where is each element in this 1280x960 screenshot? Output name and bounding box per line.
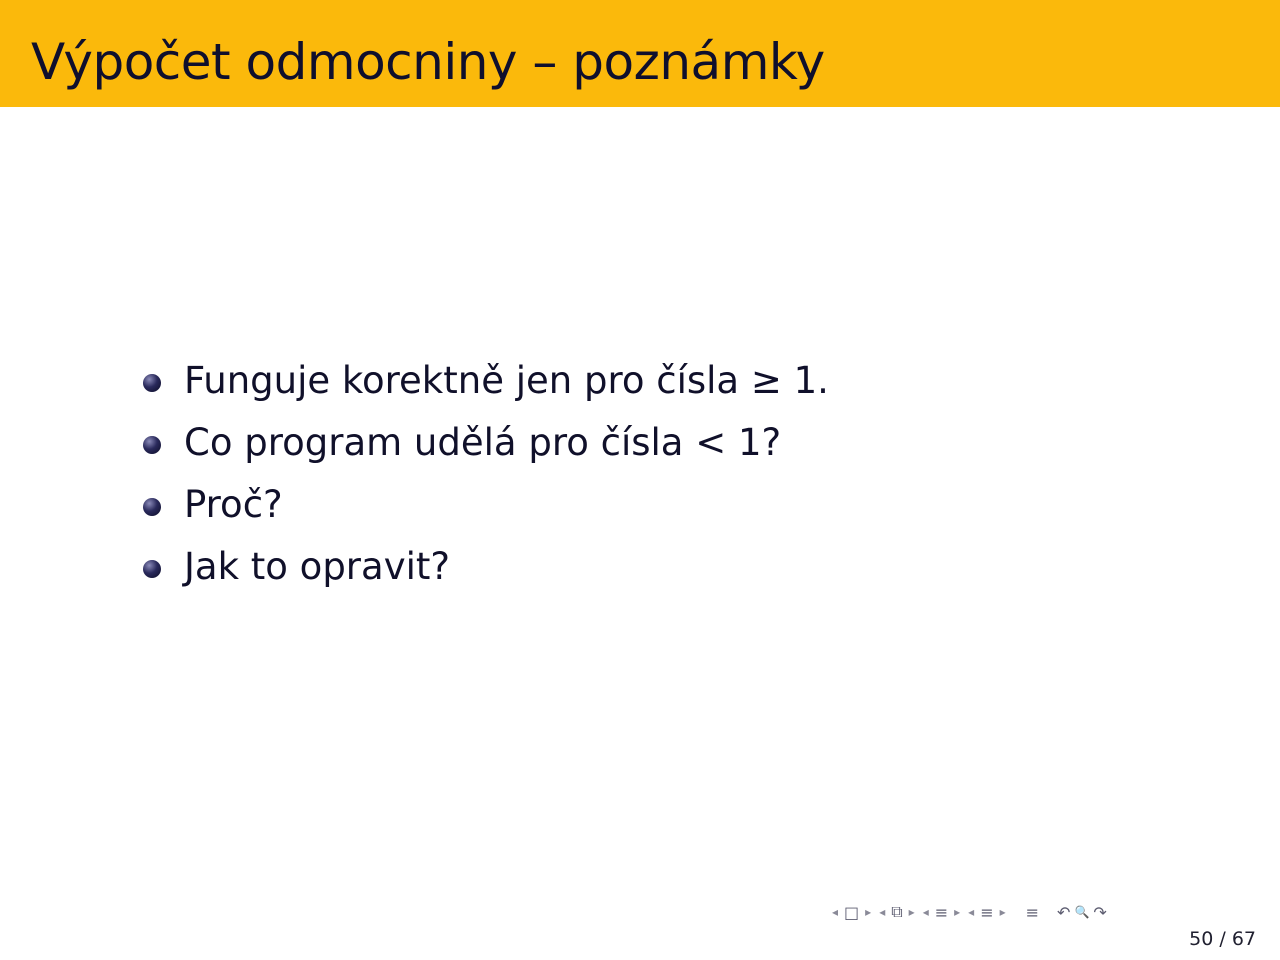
forward-icon[interactable]: ↷ — [1093, 902, 1107, 922]
bullet-icon — [143, 498, 161, 516]
page-separator: / — [1213, 928, 1232, 950]
next-subsection-arrow-icon[interactable]: ▸ — [908, 905, 915, 919]
search-icon[interactable]: 🔍 — [1074, 905, 1090, 919]
page-number — [1189, 928, 1256, 950]
bullet-icon — [143, 374, 161, 392]
slide-title: Výpočet odmocniny – poznámky — [31, 33, 825, 91]
document-section-icon[interactable]: ≡ — [980, 902, 994, 922]
subsection-icon[interactable]: ⧉ — [891, 902, 903, 921]
next-frame-arrow-icon[interactable]: ▸ — [865, 905, 872, 919]
frame-icon[interactable]: □ — [844, 902, 860, 922]
slide-header — [0, 0, 1280, 107]
bullet-text: Co program udělá pro čísla < 1? — [184, 421, 782, 464]
list-item — [140, 352, 829, 414]
bullet-icon — [143, 560, 161, 578]
list-item — [140, 476, 829, 538]
page-current: 50 — [1189, 928, 1214, 950]
next-document-arrow-icon[interactable]: ▸ — [999, 905, 1006, 919]
prev-section-arrow-icon[interactable]: ◂ — [922, 905, 929, 919]
list-item — [140, 414, 829, 476]
beamer-navigation-bar — [828, 900, 1272, 924]
prev-frame-arrow-icon[interactable]: ◂ — [832, 905, 839, 919]
section-icon[interactable]: ≡ — [934, 902, 949, 922]
back-icon[interactable]: ↶ — [1057, 902, 1071, 922]
next-section-arrow-icon[interactable]: ▸ — [954, 905, 961, 919]
prev-document-arrow-icon[interactable]: ◂ — [968, 905, 975, 919]
bullet-text: Proč? — [184, 483, 283, 526]
list-item — [140, 538, 829, 600]
document-icon[interactable]: ≡ — [1025, 902, 1040, 922]
bullet-text: Funguje korektně jen pro čísla ≥ 1. — [184, 359, 829, 402]
page-total: 67 — [1231, 928, 1256, 950]
bullet-icon — [143, 436, 161, 454]
bullet-list — [140, 352, 829, 600]
prev-subsection-arrow-icon[interactable]: ◂ — [879, 905, 886, 919]
bullet-text: Jak to opravit? — [184, 545, 451, 588]
